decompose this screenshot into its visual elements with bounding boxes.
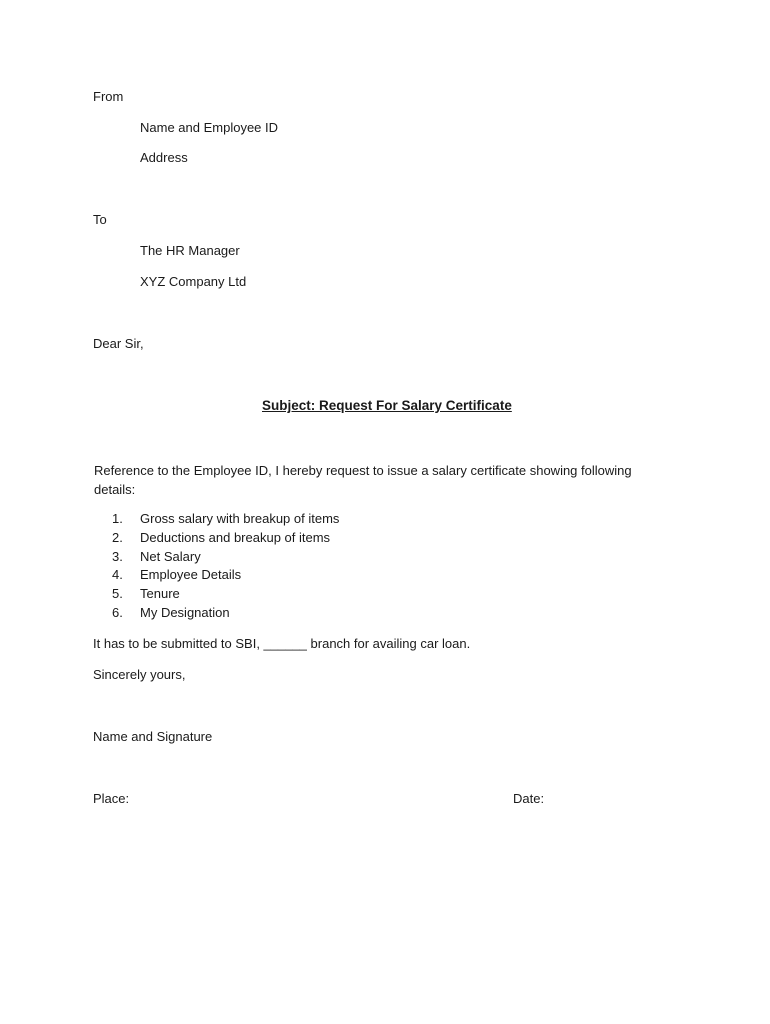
date-label: Date: <box>513 791 545 806</box>
list-item-text: Employee Details <box>140 567 242 583</box>
subject-line: Subject: Request For Salary Certificate <box>262 398 512 413</box>
signature-line: Name and Signature <box>93 729 213 744</box>
submission-line: It has to be submitted to SBI, ______ branch for availing car loan. <box>93 636 471 651</box>
list-item-text: Deductions and breakup of items <box>140 529 331 545</box>
list-item <box>112 530 339 549</box>
list-item <box>112 549 339 568</box>
to-recipient-line: The HR Manager <box>140 243 240 258</box>
details-list <box>112 511 339 624</box>
list-item-text: Gross salary with breakup of items <box>140 511 340 526</box>
to-company-line: XYZ Company Ltd <box>140 274 247 289</box>
from-address-line: Address <box>140 150 188 165</box>
salutation: Dear Sir, <box>93 336 144 351</box>
list-item-number: 4. <box>112 567 123 583</box>
from-name-line: Name and Employee ID <box>140 120 279 135</box>
list-item-number: 1. <box>112 511 123 526</box>
list-item <box>112 586 339 605</box>
list-item-number: 3. <box>112 548 123 564</box>
list-item-text: Tenure <box>140 586 180 602</box>
list-item-text: Net Salary <box>140 548 201 564</box>
closing-line: Sincerely yours, <box>93 667 186 682</box>
list-item-text: My Designation <box>140 604 230 620</box>
list-item-number: 2. <box>112 529 123 545</box>
body-intro-paragraph: Reference to the Employee ID, I hereby request to issue a salary certificate showing following details: <box>94 463 632 497</box>
place-label: Place: <box>93 791 130 806</box>
list-item <box>112 605 339 624</box>
list-item <box>112 567 339 586</box>
from-label: From <box>93 89 124 104</box>
list-item <box>112 511 339 530</box>
list-item-number: 5. <box>112 586 123 602</box>
to-label: To <box>93 212 107 227</box>
list-item-number: 6. <box>112 604 123 620</box>
